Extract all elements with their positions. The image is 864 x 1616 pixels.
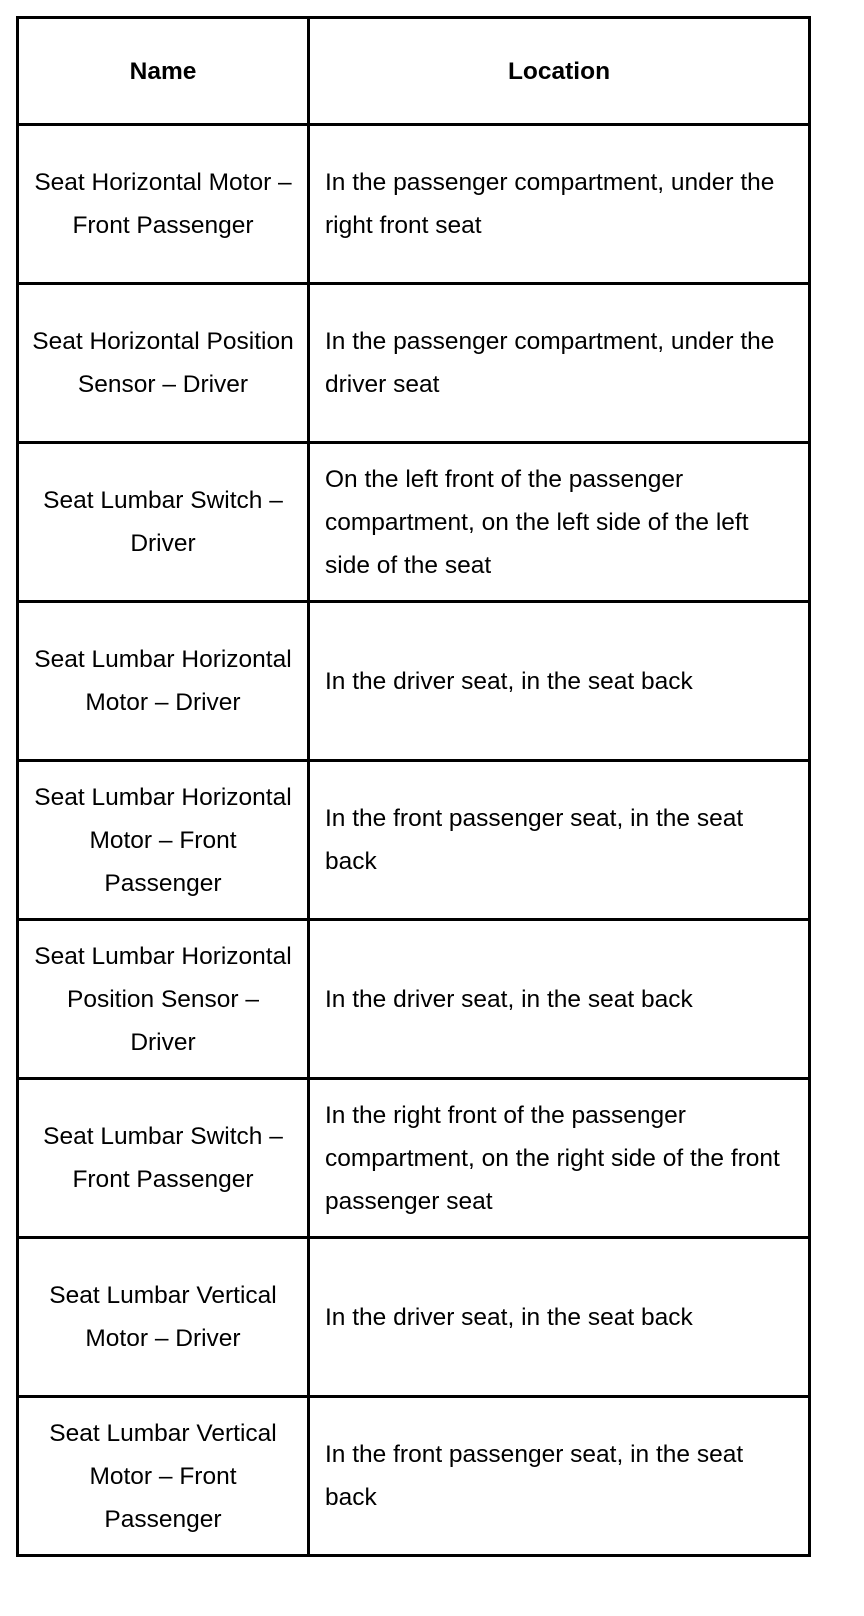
component-location-table — [16, 16, 811, 1557]
header-name: Name — [18, 18, 309, 125]
location-cell: In the front passenger seat, in the seat back — [309, 1397, 810, 1556]
name-cell: Seat Lumbar Horizontal Motor – Driver — [18, 602, 309, 761]
table-header-row — [18, 18, 810, 125]
table-row — [18, 1238, 810, 1397]
name-cell: Seat Lumbar Vertical Motor – Front Passenger — [18, 1397, 309, 1556]
location-cell: On the left front of the passenger compartment, on the left side of the left side of the seat — [309, 443, 810, 602]
location-cell: In the front passenger seat, in the seat back — [309, 761, 810, 920]
name-cell: Seat Lumbar Horizontal Motor – Front Passenger — [18, 761, 309, 920]
table-row — [18, 284, 810, 443]
location-cell: In the driver seat, in the seat back — [309, 920, 810, 1079]
name-cell: Seat Horizontal Motor – Front Passenger — [18, 125, 309, 284]
table-row — [18, 602, 810, 761]
name-cell: Seat Lumbar Switch – Front Passenger — [18, 1079, 309, 1238]
name-cell: Seat Horizontal Position Sensor – Driver — [18, 284, 309, 443]
table-row — [18, 761, 810, 920]
name-cell: Seat Lumbar Vertical Motor – Driver — [18, 1238, 309, 1397]
location-cell: In the passenger compartment, under the right front seat — [309, 125, 810, 284]
table-row — [18, 1079, 810, 1238]
table-row — [18, 920, 810, 1079]
location-cell: In the right front of the passenger compartment, on the right side of the front passenger seat — [309, 1079, 810, 1238]
name-cell: Seat Lumbar Horizontal Position Sensor – Driver — [18, 920, 309, 1079]
location-cell: In the passenger compartment, under the driver seat — [309, 284, 810, 443]
table-row — [18, 1397, 810, 1556]
location-cell: In the driver seat, in the seat back — [309, 1238, 810, 1397]
header-location: Location — [309, 18, 810, 125]
location-cell: In the driver seat, in the seat back — [309, 602, 810, 761]
table-row — [18, 125, 810, 284]
name-cell: Seat Lumbar Switch – Driver — [18, 443, 309, 602]
table-row — [18, 443, 810, 602]
